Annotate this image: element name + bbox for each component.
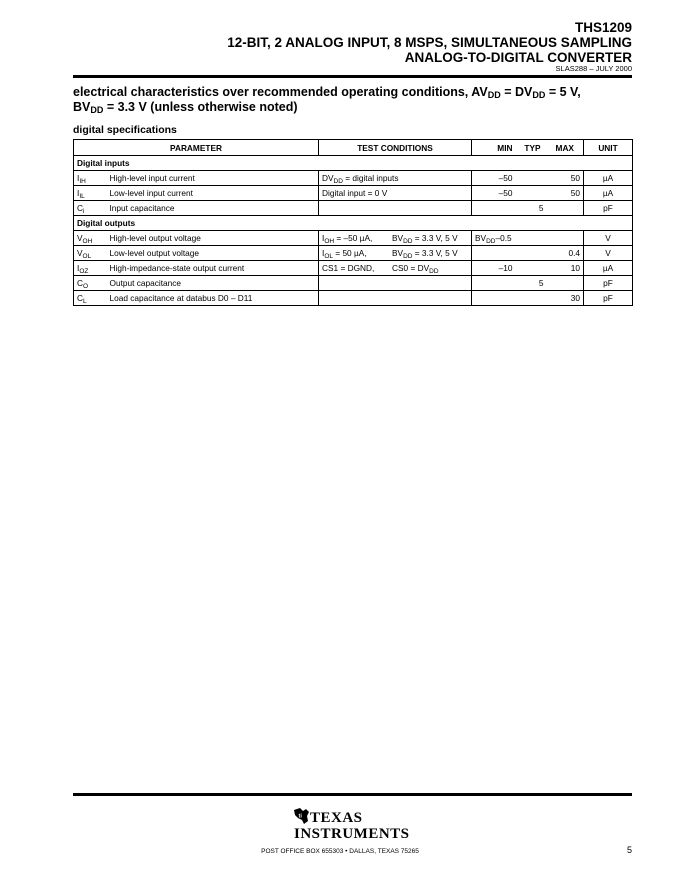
group-row <box>74 156 633 171</box>
header-typ: TYP <box>519 140 547 156</box>
svg-text:ti: ti <box>298 813 302 820</box>
page-number: 5 <box>626 845 632 855</box>
value-max: 50 <box>547 186 584 201</box>
table-row <box>74 201 633 216</box>
header-rule <box>73 75 632 78</box>
table-row <box>74 246 633 261</box>
value-max: 0.4 <box>547 246 584 261</box>
value-max: 50 <box>547 171 584 186</box>
header-max: MAX <box>547 140 584 156</box>
param-symbol: $C_i$ <box>74 201 107 216</box>
value-unit: V <box>584 246 633 261</box>
header-unit: UNIT <box>584 140 633 156</box>
value-min: –50 <box>472 186 519 201</box>
test-condition <box>319 291 472 306</box>
digital-spec-table <box>73 139 633 306</box>
value-unit: pF <box>584 276 633 291</box>
param-name: High-level input current <box>107 171 319 186</box>
table-row <box>74 186 633 201</box>
section-title: electrical characteristics over recommended operating conditions, $AV_{DD} = DV_{DD} = 5$ V, $BV_{DD} = 3.3$ V (unless otherwise noted) <box>73 85 581 115</box>
value-max <box>547 276 584 291</box>
table-row <box>74 231 633 246</box>
part-number: THS1209 <box>574 20 632 35</box>
value-max <box>547 201 584 216</box>
doc-id: SLAS288 – JULY 2000 <box>555 64 632 73</box>
value-min: $BV_{DD}-0.5$ <box>472 231 584 246</box>
group-label: Digital inputs <box>74 156 633 171</box>
param-symbol: $C_O$ <box>74 276 107 291</box>
param-name: High-impedance-state output current <box>107 261 319 276</box>
table-row <box>74 261 633 276</box>
param-symbol: $V_{OH}$ <box>74 231 107 246</box>
group-row <box>74 216 633 231</box>
test-condition: $DV_{DD}$ = digital inputs <box>319 171 472 186</box>
table-row <box>74 171 633 186</box>
value-min <box>472 201 519 216</box>
doc-title-line1: 12-BIT, 2 ANALOG INPUT, 8 MSPS, SIMULTANEOUS SAMPLING <box>227 35 632 50</box>
param-symbol: $C_L$ <box>74 291 107 306</box>
param-symbol: $I_{IL}$ <box>74 186 107 201</box>
test-condition: CS1 = DGND, $CS0 = DV_{DD}$ <box>319 261 472 276</box>
brand-line1: TEXAS <box>310 810 363 826</box>
param-name: Input capacitance <box>107 201 319 216</box>
test-condition <box>319 201 472 216</box>
param-name: Load capacitance at databus D0 – D11 <box>107 291 319 306</box>
brand-line2: INSTRUMENTS <box>294 826 410 842</box>
footer-address: POST OFFICE BOX 655303 • DALLAS, TEXAS 75265 <box>261 848 419 855</box>
table-header-row <box>74 140 633 156</box>
value-max: 10 <box>547 261 584 276</box>
value-typ: 5 <box>519 276 547 291</box>
footer-rule <box>73 793 632 796</box>
header-parameter: PARAMETER <box>74 140 319 156</box>
value-typ <box>519 171 547 186</box>
value-unit: µA <box>584 261 633 276</box>
doc-title-line2: ANALOG-TO-DIGITAL CONVERTER <box>404 50 632 65</box>
test-condition: $I_{OH} = -50$ µA, $BV_{DD} = 3.3$ V, 5 V <box>319 231 472 246</box>
value-min: –10 <box>472 261 519 276</box>
value-typ <box>519 291 547 306</box>
value-typ <box>519 246 547 261</box>
table-row <box>74 291 633 306</box>
param-symbol: $V_{OL}$ <box>74 246 107 261</box>
group-label: Digital outputs <box>74 216 633 231</box>
test-condition: $I_{OL} = 50$ µA, $BV_{DD} = 3.3$ V, 5 V <box>319 246 472 261</box>
header-conditions: TEST CONDITIONS <box>319 140 472 156</box>
param-symbol: $I_{OZ}$ <box>74 261 107 276</box>
value-unit: V <box>584 231 633 246</box>
value-min <box>472 246 519 261</box>
value-unit: µA <box>584 171 633 186</box>
value-max: 30 <box>547 291 584 306</box>
param-name: Low-level output voltage <box>107 246 319 261</box>
test-condition <box>319 276 472 291</box>
value-unit: pF <box>584 201 633 216</box>
value-unit: µA <box>584 186 633 201</box>
param-name: Low-level input current <box>107 186 319 201</box>
param-name: Output capacitance <box>107 276 319 291</box>
value-min <box>472 291 519 306</box>
table-row <box>74 276 633 291</box>
header-min: MIN <box>472 140 519 156</box>
value-typ <box>519 261 547 276</box>
value-unit: pF <box>584 291 633 306</box>
value-min: –50 <box>472 171 519 186</box>
param-name: High-level output voltage <box>107 231 319 246</box>
test-condition: Digital input = 0 V <box>319 186 472 201</box>
value-min <box>472 276 519 291</box>
param-symbol: $I_{IH}$ <box>74 171 107 186</box>
subsection-title: digital specifications <box>73 124 177 136</box>
value-typ <box>519 186 547 201</box>
value-typ: 5 <box>519 201 547 216</box>
